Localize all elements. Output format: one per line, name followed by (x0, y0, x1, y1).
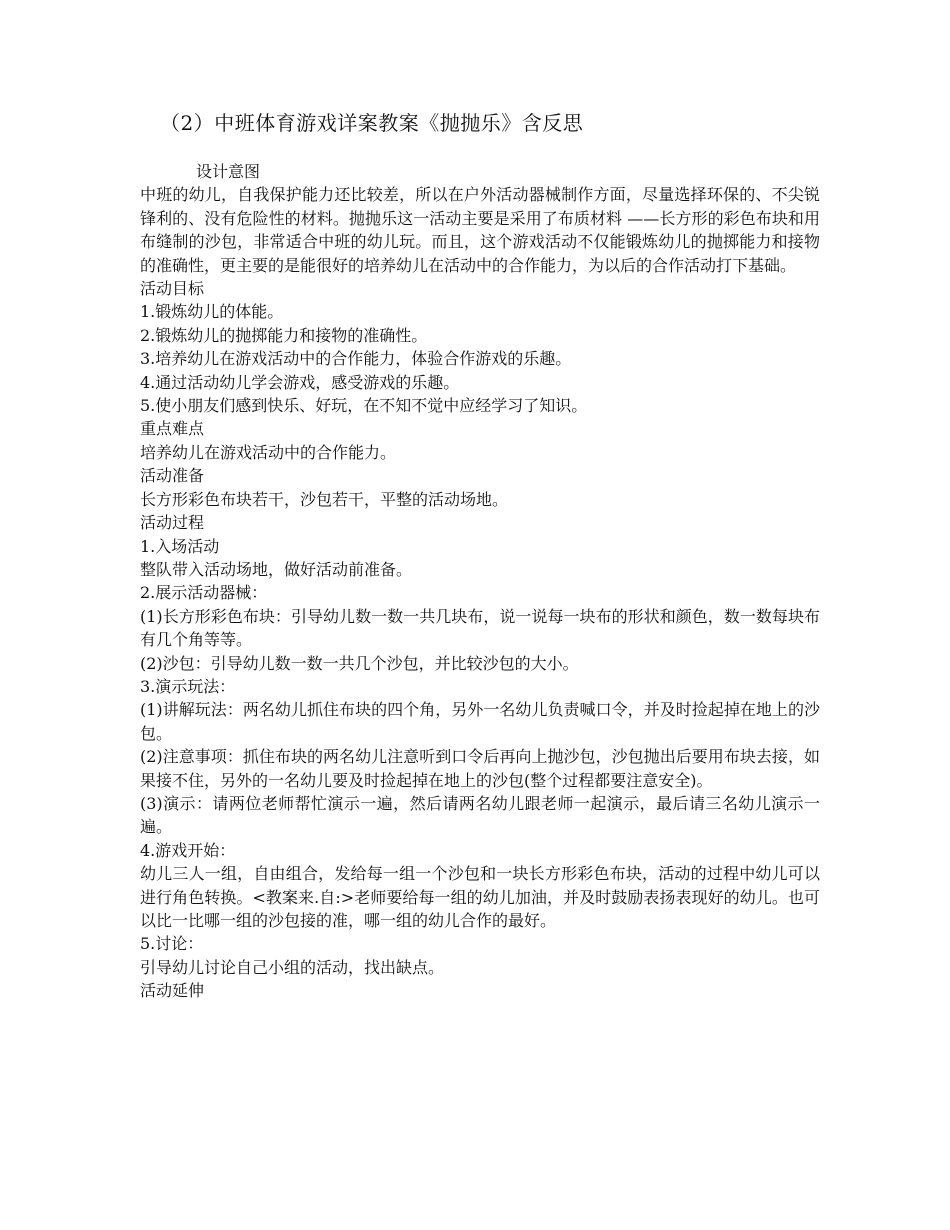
process-step-3-item-1: (1)讲解玩法：两名幼儿抓住布块的四个角，另外一名幼儿负责喊口令，并及时捡起掉在地上的沙包。 (140, 700, 820, 743)
process-step-1-text: 整队带入活动场地，做好活动前准备。 (140, 559, 413, 579)
section-heading-design-intent: 设计意图 (196, 162, 261, 181)
paragraph-design-intent: 中班的幼儿，自我保护能力还比较差，所以在户外活动器械制作方面，尽量选择环保的、不尖锐锋利的、没有危险性的材料。抛抛乐这一活动主要是采用了布质材料 ——长方形的彩色布块和用布缝制的沙包，非常适合中班的幼儿玩。而且，这个游戏活动不仅能锻炼幼儿的抛掷能力和接物的准确性，更主要的是能很好的培养幼儿在活动中的合作能力，为以后的合作活动打下基础。 (140, 185, 820, 275)
process-step-3-item-2: (2)注意事项：抓住布块的两名幼儿注意听到口令后再向上抛沙包，沙包抛出后要用布块去接，如果接不住，另外的一名幼儿要及时捡起掉在地上的沙包(整个过程都要注意安全)。 (140, 747, 820, 790)
goal-item-3: 3.培养幼儿在游戏活动中的合作能力，体验合作游戏的乐趣。 (140, 349, 572, 369)
section-heading-goals: 活动目标 (140, 279, 205, 299)
section-heading-preparation: 活动准备 (140, 466, 205, 486)
process-step-3-item-3: (3)演示：请两位老师帮忙演示一遍，然后请两名幼儿跟老师一起演示，最后请三名幼儿演示一遍。 (140, 793, 820, 837)
process-step-2-item-1: (1)长方形彩色布块：引导幼儿数一数一共几块布，说一说每一块布的形状和颜色，数一数每块布有几个角等等。 (140, 606, 820, 650)
document-title: （2）中班体育游戏详案教案《抛抛乐》含反思 (160, 111, 584, 135)
process-step-1-heading: 1.入场活动 (140, 536, 220, 556)
paragraph-key-points: 培养幼儿在游戏活动中的合作能力。 (140, 442, 397, 462)
goal-item-2: 2.锻炼幼儿的抛掷能力和接物的准确性。 (140, 325, 428, 345)
document-body (140, 160, 820, 1003)
process-step-3-heading: 3.演示玩法： (140, 676, 236, 696)
goal-item-1: 1.锻炼幼儿的体能。 (140, 302, 284, 322)
process-step-4-text: 幼儿三人一组，自由组合，发给每一组一个沙包和一块长方形彩色布块，活动的过程中幼儿可以进行角色转换。<教案来.自:>老师要给每一组的幼儿加油，并及时鼓励表扬表现好的幼儿。也可以比一比哪一组的沙包接的准，哪一组的幼儿合作的最好。 (140, 864, 820, 930)
process-step-4-heading: 4.游戏开始： (140, 840, 236, 860)
paragraph-preparation: 长方形彩色布块若干，沙包若干，平整的活动场地。 (140, 489, 509, 509)
process-step-2-item-2: (2)沙包：引导幼儿数一数一共几个沙包，并比较沙包的大小。 (140, 653, 579, 673)
section-heading-extension: 活动延伸 (140, 981, 205, 1001)
section-heading-key-points: 重点难点 (140, 419, 205, 439)
process-step-2-heading: 2.展示活动器械： (140, 583, 268, 603)
process-step-5-text: 引导幼儿讨论自己小组的活动，找出缺点。 (140, 957, 445, 977)
section-heading-process: 活动过程 (140, 513, 205, 533)
process-step-5-heading: 5.讨论： (140, 934, 204, 954)
goal-item-4: 4.通过活动幼儿学会游戏，感受游戏的乐趣。 (140, 372, 460, 392)
goal-item-5: 5.使小朋友们感到快乐、好玩，在不知不觉中应经学习了知识。 (140, 396, 588, 416)
